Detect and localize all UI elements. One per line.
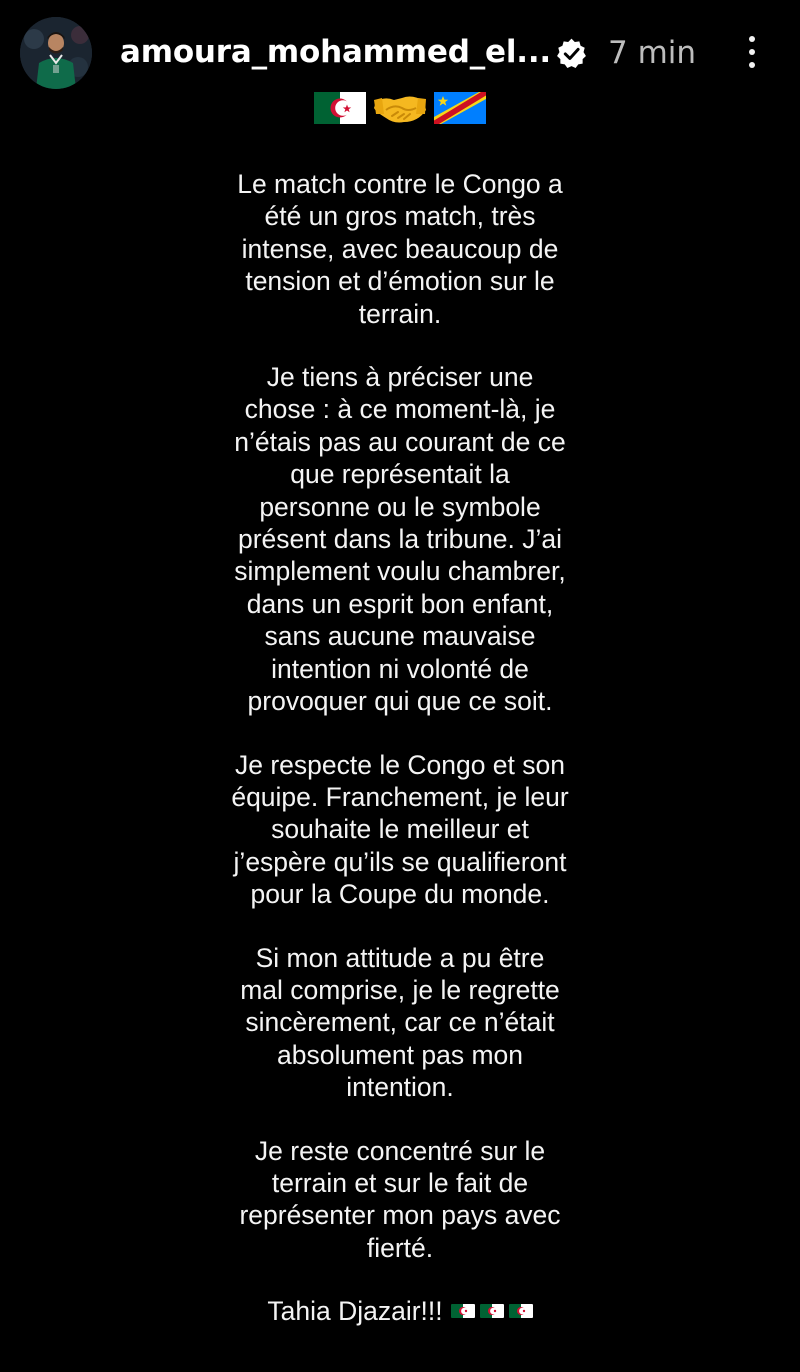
more-options-icon: [749, 36, 755, 42]
story-paragraph-5: [160, 1135, 640, 1265]
avatar[interactable]: [20, 17, 92, 89]
username[interactable]: amoura_mohammed_el...: [120, 34, 551, 70]
story-line: mal comprise, je le regrette: [240, 974, 560, 1005]
handshake-icon: [372, 88, 428, 128]
story-line: que représentait la: [290, 459, 510, 490]
story-signoff-paragraph: [160, 1295, 640, 1327]
story-line: sans aucune mauvaise: [264, 621, 536, 652]
algeria-flag-icon: [451, 1304, 475, 1318]
signoff-text: Tahia Djazair!!!: [267, 1296, 443, 1327]
post-timestamp: 7 min: [608, 35, 697, 71]
story-line: dans un esprit bon enfant,: [246, 588, 554, 619]
story-line: présent dans la tribune. J’ai: [237, 524, 563, 555]
story-line: provoquer qui que ce soit.: [247, 686, 553, 717]
story-line: intense, avec beaucoup de: [241, 233, 559, 264]
story-text: [160, 168, 640, 1359]
story-line: fierté.: [366, 1232, 434, 1263]
story-line: intention.: [346, 1072, 454, 1103]
story-line: terrain.: [358, 298, 442, 329]
more-options-dot: [749, 49, 755, 55]
story-paragraph-4: [160, 942, 640, 1104]
story-line: représenter mon pays avec: [239, 1200, 561, 1231]
story-line: j’espère qu’ils se qualifieront: [233, 846, 567, 877]
story-line: été un gros match, très: [264, 201, 536, 232]
algeria-flag-icon: [314, 90, 366, 126]
story-line: intention ni volonté de: [271, 653, 529, 684]
story-line: pour la Coupe du monde.: [250, 879, 550, 910]
story-paragraph-3: [160, 749, 640, 911]
story-line: personne ou le symbole: [259, 491, 541, 522]
story-paragraph-2: [160, 361, 640, 717]
algeria-flag-icon: [509, 1304, 533, 1318]
story-line: Si mon attitude a pu être: [255, 942, 545, 973]
profile-photo-icon: [20, 17, 92, 89]
story-line: simplement voulu chambrer,: [234, 556, 566, 587]
more-options-button[interactable]: [730, 30, 774, 74]
story-paragraph-1: [160, 168, 640, 330]
story-line: Je tiens à préciser une: [266, 362, 534, 393]
signoff-flags: [451, 1304, 533, 1318]
verified-badge-icon: [555, 37, 588, 70]
dr-congo-flag-icon: [434, 90, 486, 126]
story-signoff: [160, 1295, 640, 1327]
emoji-row: [310, 85, 490, 131]
story-line: souhaite le meilleur et: [271, 814, 529, 845]
story-line: tension et d’émotion sur le: [245, 266, 555, 297]
story-line: équipe. Franchement, je leur: [231, 781, 569, 812]
story-line: n’étais pas au courant de ce: [234, 426, 566, 457]
story-line: terrain et sur le fait de: [271, 1167, 529, 1198]
story-line: Je reste concentré sur le: [254, 1135, 546, 1166]
story-line: Je respecte le Congo et son: [235, 749, 565, 780]
story-line: Le match contre le Congo a: [237, 169, 563, 199]
story-line: chose : à ce moment-là, je: [244, 394, 556, 425]
story-line: absolument pas mon: [276, 1039, 523, 1070]
more-options-dot: [749, 62, 755, 68]
algeria-flag-icon: [480, 1304, 504, 1318]
story-line: sincèrement, car ce n’était: [245, 1007, 555, 1038]
